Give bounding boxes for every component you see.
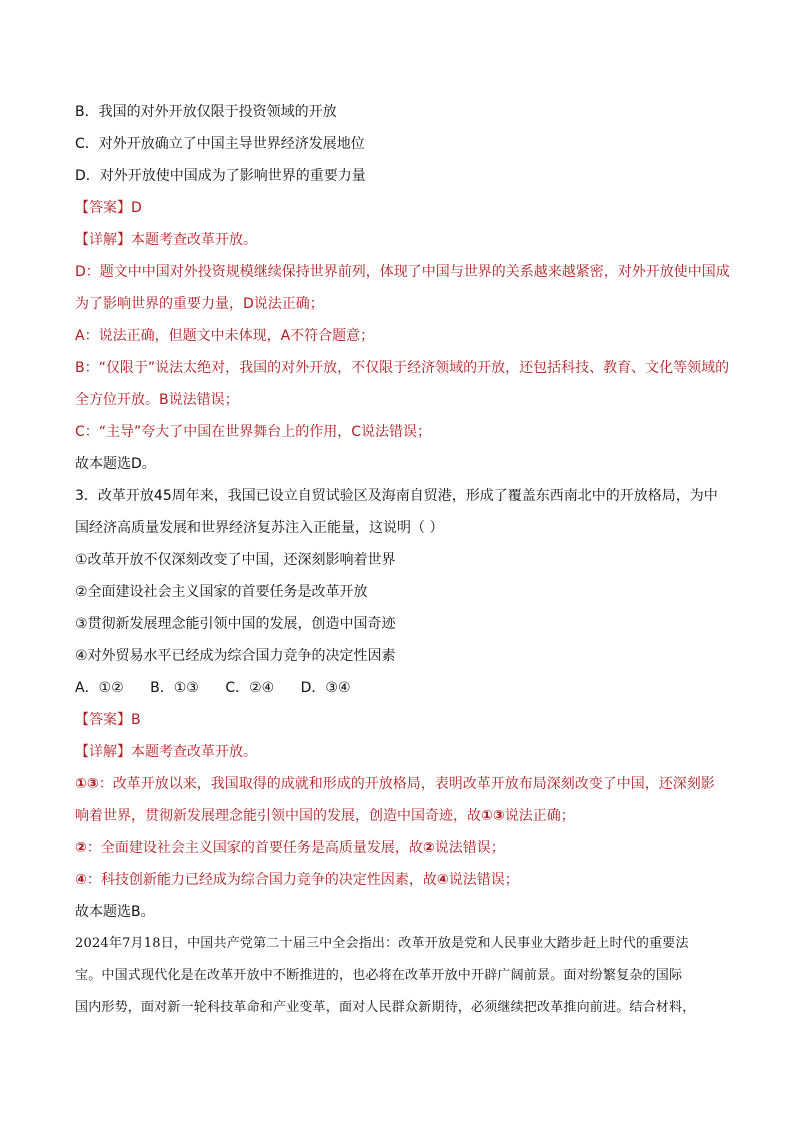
option-d: D．③④ xyxy=(300,680,351,696)
explanation-text: 说法正确； xyxy=(504,808,575,824)
question-3-stem-2: 国经济高质量发展和世界经济复苏注入正能量，这说明（ ） xyxy=(75,520,444,536)
explanation-a: A：说法正确，但题文中未体现，A不符合题意； xyxy=(75,328,375,344)
explanation-b-2: 全方位开放。B说法错误； xyxy=(75,392,239,408)
statement-ref: ①③ xyxy=(75,776,99,792)
answer-value: B xyxy=(131,712,141,728)
option-a: A．①② xyxy=(75,680,124,696)
statement-ref: ④ xyxy=(436,872,449,888)
explanation-c: C：“主导”夸大了中国在世界舞台上的作用，C说法错误； xyxy=(75,424,432,440)
detail-label: 【详解】 xyxy=(75,232,131,248)
conclusion: 故本题选B。 xyxy=(75,904,155,920)
conclusion: 故本题选D。 xyxy=(75,456,156,472)
answer-label: 【答案】 xyxy=(75,200,131,216)
detail-label: 【详解】 xyxy=(75,744,131,760)
answer-line xyxy=(75,710,735,730)
option-b: B．我国的对外开放仅限于投资领域的开放 xyxy=(75,104,337,120)
statement-3: ③贯彻新发展理念能引领中国的发展，创造中国奇迹 xyxy=(75,616,396,632)
explanation-text: ：改革开放以来，我国取得的成就和形成的开放格局，表明改革开放布局深刻改变了中国，还深刻影 xyxy=(98,776,715,792)
explanation-text: ：全面建设社会主义国家的首要任务是高质量发展，故 xyxy=(86,840,423,856)
answer-value: D xyxy=(131,200,142,216)
option-d: D．对外开放使中国成为了影响世界的重要力量 xyxy=(75,168,366,184)
statement-ref: ② xyxy=(75,840,87,856)
detail-line xyxy=(75,742,735,762)
question-4-material-2: 宝。中国式现代化是在改革开放中不断推进的，也必将在改革开放中开辟广阔前景。面对纷繁复杂的国际 xyxy=(75,968,683,983)
statement-4: ④对外贸易水平已经成为综合国力竞争的决定性因素 xyxy=(75,648,396,664)
answer-label: 【答案】 xyxy=(75,712,131,728)
statement-1: ①改革开放不仅深刻改变了中国，还深刻影响着世界 xyxy=(75,552,396,568)
answer-line xyxy=(75,198,735,218)
explanation-text: 响着世界，贯彻新发展理念能引领中国的发展，创造中国奇迹，故 xyxy=(75,808,481,824)
explanation-text: ：科技创新能力已经成为综合国力竞争的决定性因素，故 xyxy=(86,872,437,888)
statement-ref: ② xyxy=(422,840,435,856)
statement-2: ②全面建设社会主义国家的首要任务是改革开放 xyxy=(75,584,368,600)
statement-ref: ④ xyxy=(75,872,87,888)
explanation-4 xyxy=(75,870,735,890)
question-4-material-3: 国内形势，面对新一轮科技革命和产业变革，面对人民群众新期待，必须继续把改革推向前进。结合材料， xyxy=(75,1000,696,1015)
options-row xyxy=(75,678,735,698)
option-c: C．对外开放确立了中国主导世界经济发展地位 xyxy=(75,136,365,152)
detail-intro: 本题考查改革开放。 xyxy=(131,744,257,760)
question-4-material-1: 2024年7月18日，中国共产党第二十届三中全会指出：改革开放是党和人民事业大踏步赶上时代的重要法 xyxy=(75,936,689,951)
detail-line xyxy=(75,230,735,250)
explanation-d-1: D：题文中中国对外投资规模继续保持世界前列，体现了中国与世界的关系越来越紧密，对外开放使中国成 xyxy=(75,264,730,280)
question-3-stem-1: 3．改革开放45周年来，我国已设立自贸试验区及海南自贸港，形成了覆盖东西南北中的开放格局，为中 xyxy=(75,488,718,504)
explanation-b-1: B：“仅限于”说法太绝对，我国的对外开放，不仅限于经济领域的开放，还包括科技、教育、文化等领域的 xyxy=(75,360,730,376)
explanation-d-2: 为了影响世界的重要力量，D说法正确； xyxy=(75,296,324,312)
detail-intro: 本题考查改革开放。 xyxy=(131,232,257,248)
statement-ref: ①③ xyxy=(481,808,505,824)
explanation-text: 说法错误； xyxy=(434,840,505,856)
explanation-text: 说法错误； xyxy=(448,872,519,888)
option-b: B．①③ xyxy=(150,680,199,696)
explanation-13-1 xyxy=(75,774,735,794)
explanation-2 xyxy=(75,838,735,858)
option-c: C．②④ xyxy=(225,680,275,696)
explanation-13-2 xyxy=(75,806,735,826)
